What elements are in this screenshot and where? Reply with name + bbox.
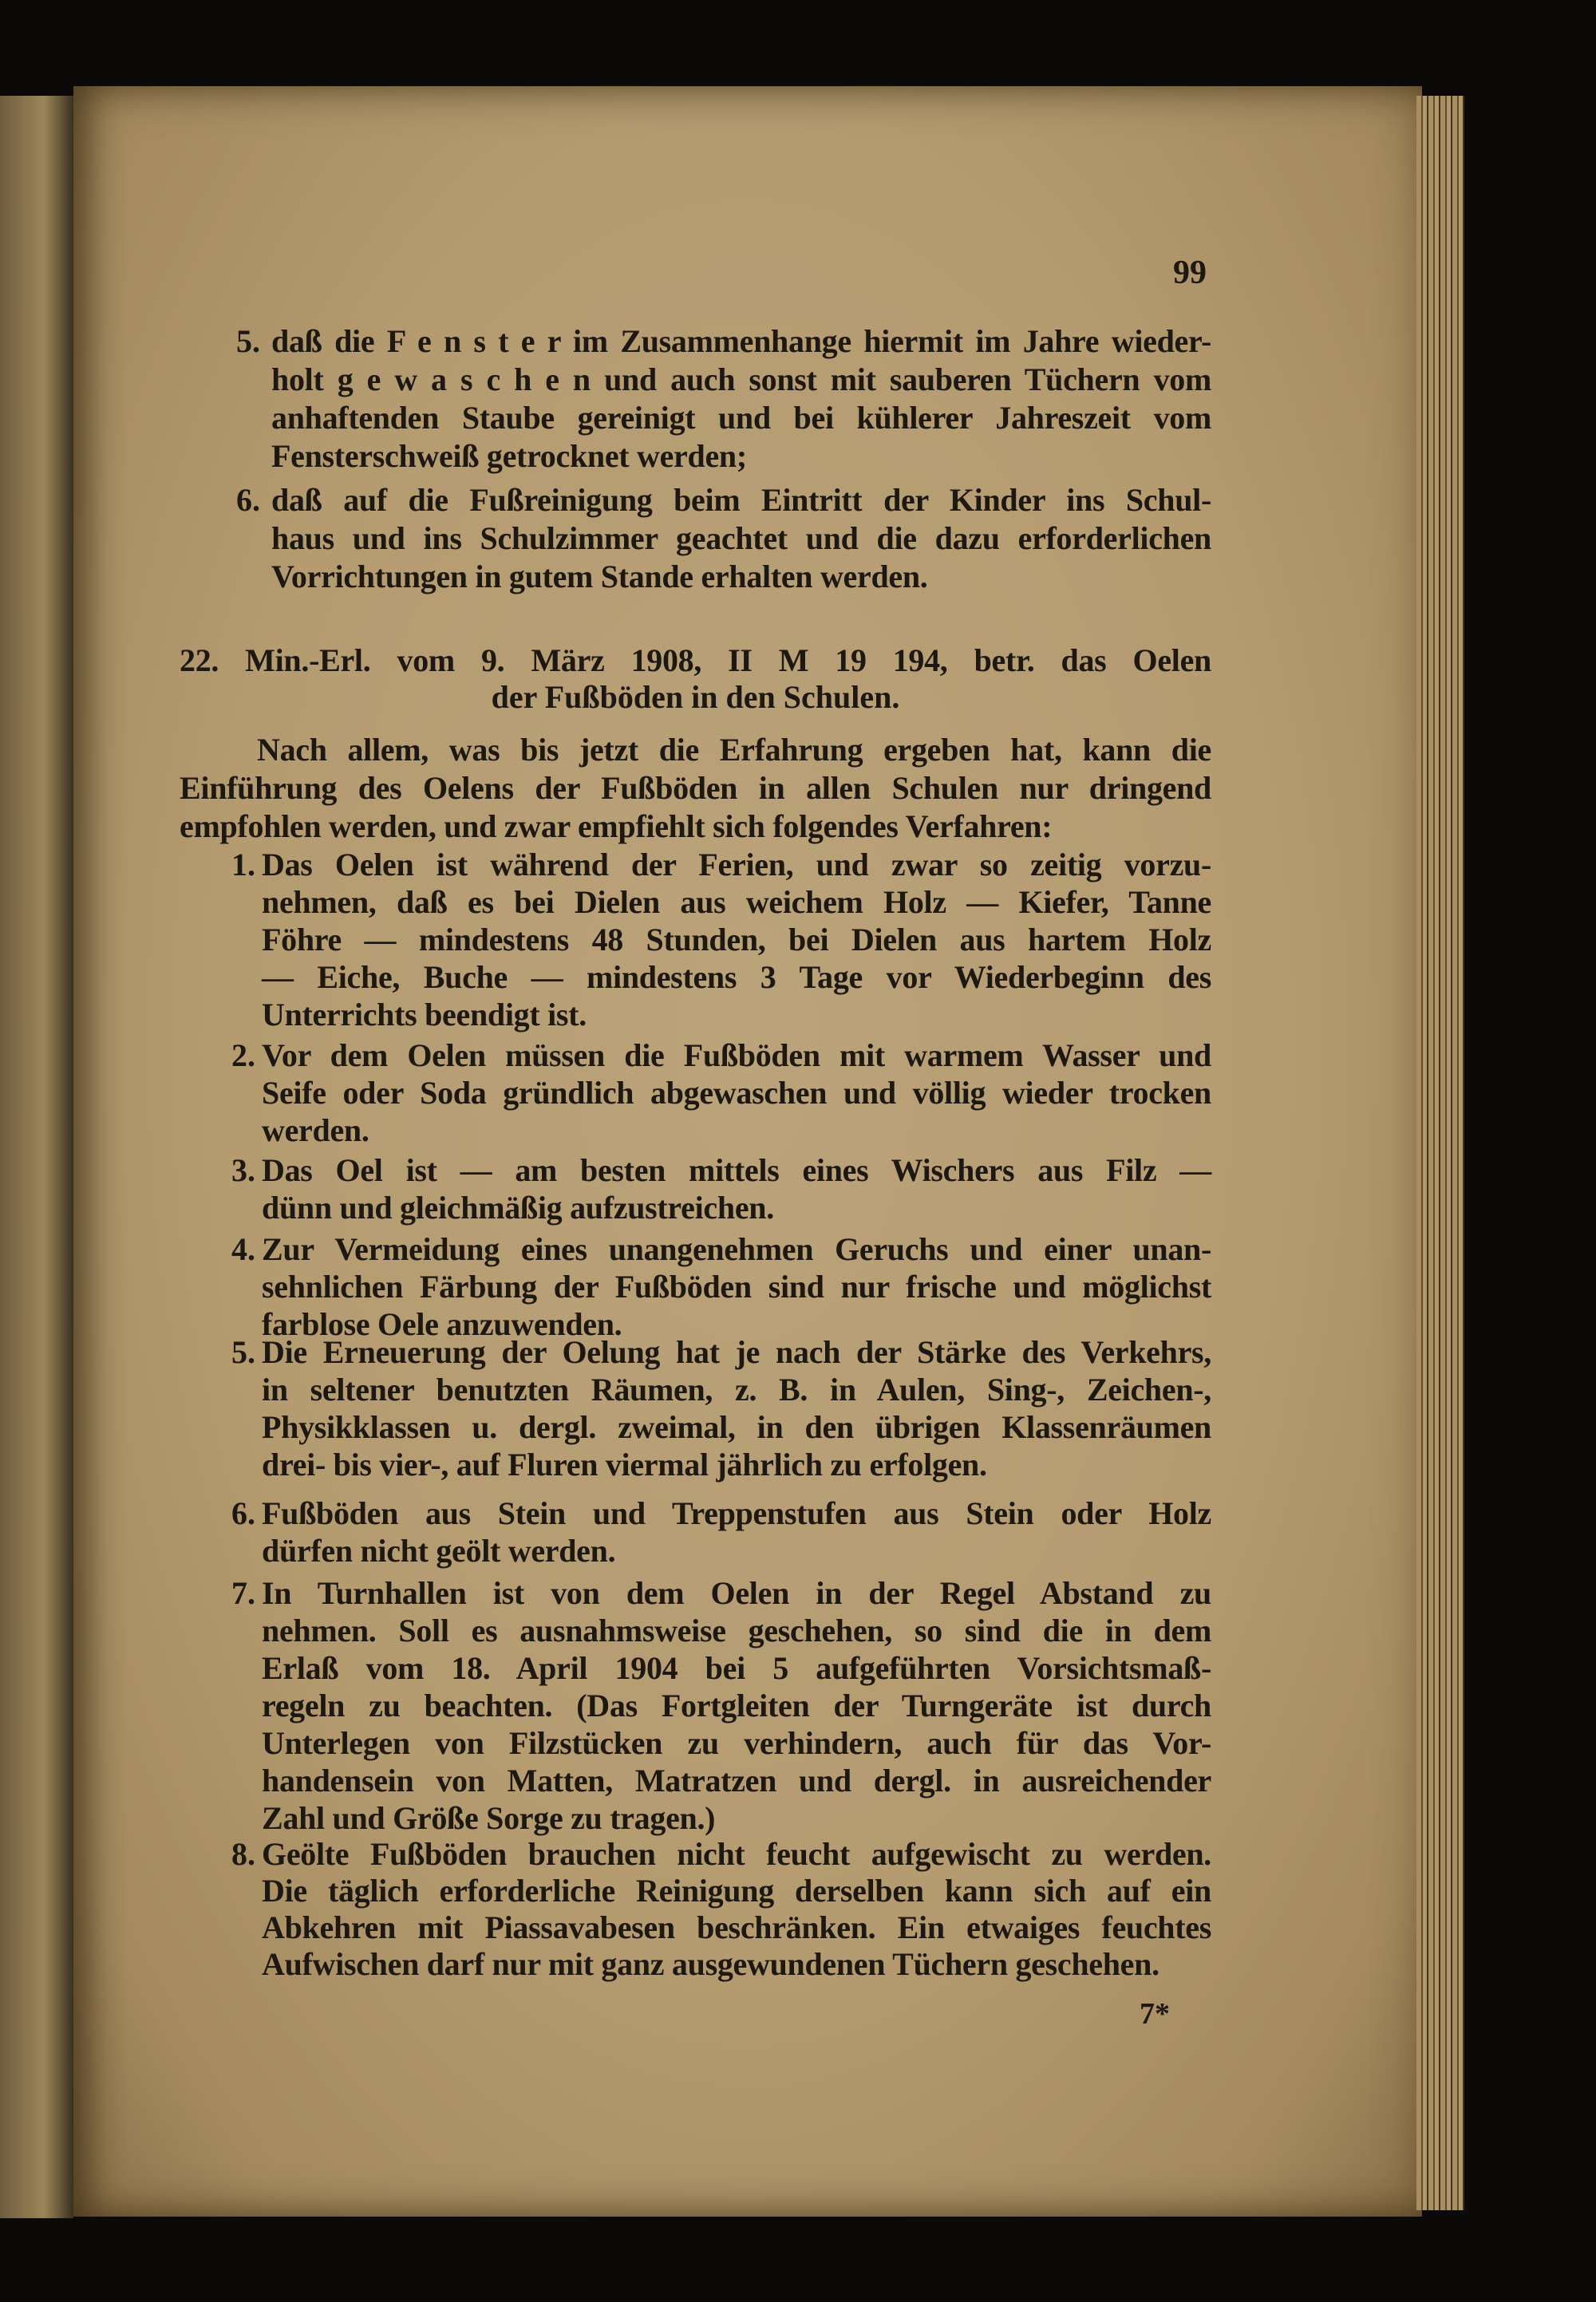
- text-line: Vor dem Oelen müssen die Fußböden mit warmem Wasser und: [262, 1037, 1211, 1073]
- text-line: Unterrichts beendigt ist.: [262, 997, 587, 1033]
- list-number: 1.: [231, 847, 255, 882]
- text-line: In Turnhallen ist von dem Oelen in der Regel Abstand zu: [262, 1575, 1211, 1611]
- text-line: Seife oder Soda gründlich abgewaschen und völlig wieder trocken: [262, 1075, 1211, 1111]
- text-line: sehnlichen Färbung der Fußböden sind nur frische und möglichst: [262, 1269, 1211, 1305]
- text-line: Fensterschweiß getrocknet werden;: [271, 438, 747, 474]
- text-line: daß auf die Fußreinigung beim Eintritt der Kinder ins Schul-: [271, 482, 1211, 518]
- text-line: Unterlegen von Filzstücken zu verhindern, auch für das Vor-: [262, 1725, 1211, 1761]
- text-line: drei- bis vier-, auf Fluren viermal jährlich zu erfolgen.: [262, 1447, 987, 1483]
- text-line: werden.: [262, 1112, 369, 1148]
- list-number: 6.: [231, 1495, 255, 1531]
- text-line: in seltener benutzten Räumen, z. B. in Aulen, Sing-, Zeichen-,: [262, 1372, 1211, 1408]
- list-number: 8.: [231, 1836, 255, 1872]
- page-number: 99: [1173, 255, 1207, 291]
- text-line: Föhre — mindestens 48 Stunden, bei Dielen aus hartem Holz: [262, 922, 1211, 958]
- signature-mark: 7*: [1140, 1997, 1170, 2031]
- text-line: nehmen. Soll es ausnahmsweise geschehen, so sind die in dem: [262, 1613, 1211, 1649]
- text-line: Fußböden aus Stein und Treppenstufen aus Stein oder Holz: [262, 1495, 1211, 1531]
- text-line: Das Oelen ist während der Ferien, und zwar so zeitig vorzu-: [262, 847, 1211, 882]
- list-number: 5.: [236, 323, 260, 359]
- left-page-edge: [0, 96, 73, 2218]
- text-line: Zur Vermeidung eines unangenehmen Geruchs und einer unan-: [262, 1231, 1211, 1267]
- text-line: anhaftenden Staube gereinigt und bei kühlerer Jahreszeit vom: [271, 400, 1211, 436]
- text-line: Die täglich erforderliche Reinigung derselben kann sich auf ein: [262, 1873, 1211, 1909]
- paragraph-line: empfohlen werden, und zwar empfiehlt sich folgendes Verfahren:: [180, 808, 1053, 844]
- paragraph-line: Einführung des Oelens der Fußböden in allen Schulen nur dringend: [180, 770, 1211, 806]
- text-line: regeln zu beachten. (Das Fortgleiten der Turngeräte ist durch: [262, 1688, 1211, 1724]
- paragraph-line: Nach allem, was bis jetzt die Erfahrung ergeben hat, kann die: [257, 732, 1211, 768]
- text-line: — Eiche, Buche — mindestens 3 Tage vor Wiederbeginn des: [262, 959, 1211, 995]
- page-stack-edges: [1416, 96, 1464, 2210]
- text-line: haus und ins Schulzimmer geachtet und die dazu erforderlichen: [271, 520, 1211, 556]
- text-line: Physikklassen u. dergl. zweimal, in den übrigen Klassenräumen: [262, 1409, 1211, 1445]
- text-line: Vorrichtungen in gutem Stande erhalten werden.: [271, 559, 928, 594]
- text-line: Abkehren mit Piassavabesen beschränken. Ein etwaiges feuchtes: [262, 1909, 1211, 1945]
- list-number: 7.: [231, 1575, 255, 1611]
- text-line: holt g e w a s c h e n und auch sonst mit sauberen Tüchern vom: [271, 361, 1211, 397]
- text-line: Aufwischen darf nur mit ganz ausgewundenen Tüchern geschehen.: [262, 1946, 1159, 1982]
- list-number: 3.: [231, 1152, 255, 1188]
- text-line: nehmen, daß es bei Dielen aus weichem Holz — Kiefer, Tanne: [262, 884, 1211, 920]
- list-number: 6.: [236, 482, 260, 518]
- text-line: farblose Oele anzuwenden.: [262, 1306, 622, 1342]
- list-number: 5.: [231, 1334, 255, 1370]
- section-heading-line1: 22. Min.-Erl. vom 9. März 1908, II M 19 194, betr. das Oelen: [180, 642, 1211, 678]
- text-line: Das Oel ist — am besten mittels eines Wischers aus Filz —: [262, 1152, 1211, 1188]
- section-heading-line2: der Fußböden in den Schulen.: [491, 679, 900, 715]
- list-number: 2.: [231, 1037, 255, 1073]
- text-line: Zahl und Größe Sorge zu tragen.): [262, 1800, 716, 1836]
- text-line: dürfen nicht geölt werden.: [262, 1533, 616, 1569]
- text-line: daß die F e n s t e r im Zusammenhange hiermit im Jahre wieder-: [271, 323, 1211, 359]
- text-line: Die Erneuerung der Oelung hat je nach der Stärke des Verkehrs,: [262, 1334, 1211, 1370]
- text-line: Geölte Fußböden brauchen nicht feucht aufgewischt zu werden.: [262, 1836, 1211, 1872]
- text-line: handensein von Matten, Matratzen und dergl. in ausreichender: [262, 1763, 1211, 1799]
- text-line: Erlaß vom 18. April 1904 bei 5 aufgeführten Vorsichtsmaß-: [262, 1650, 1211, 1686]
- list-number: 4.: [231, 1231, 255, 1267]
- text-line: dünn und gleichmäßig aufzustreichen.: [262, 1190, 774, 1226]
